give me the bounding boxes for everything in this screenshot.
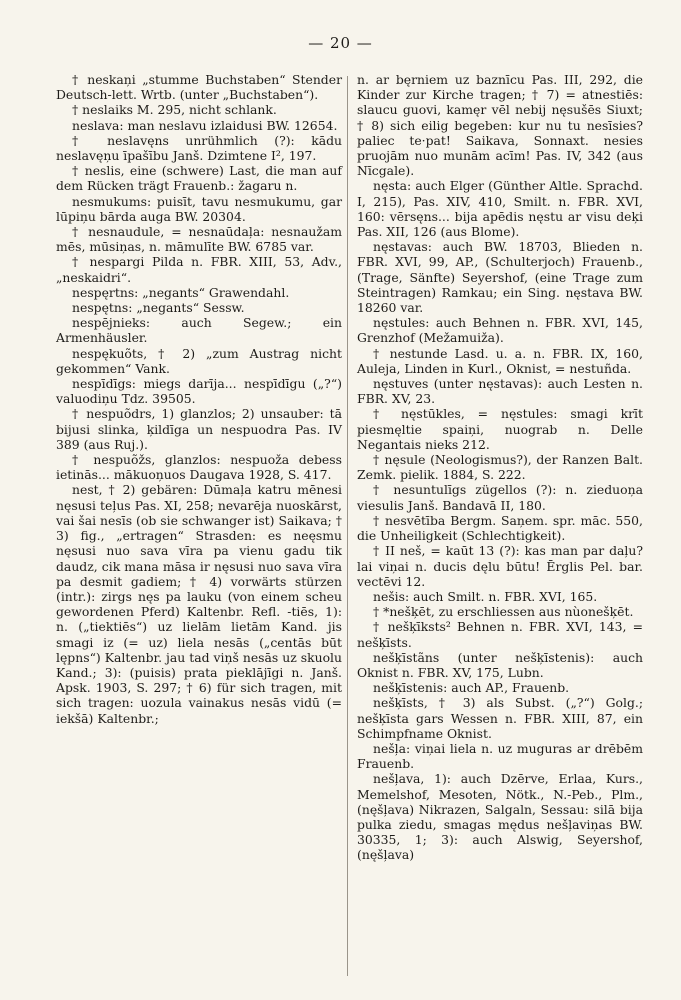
entry: nespējnieks: auch Segew.; ein Armenhäusler.: [56, 315, 342, 346]
entry: † neslis, eine (schwere) Last, die man auf dem Rücken trägt Frauenb.: žagaru n.: [56, 163, 342, 194]
entry: † nespuõžs, glanzlos: nespuoža debess ietinās... mākuoņuos Daugava 1928, S. 417.: [56, 452, 342, 483]
entry: nesmukums: puisīt, tavu nesmukumu, gar lūpiņu bārda auga BW. 20304.: [56, 193, 342, 224]
entry: nešķīstãns (unter nešķīstenis): auch Oknist n. FBR. XV, 175, Lubn.: [357, 649, 643, 680]
right-column: [357, 72, 643, 863]
entry: nęsta: auch Elger (Günther Altle. Sprachd. I, 215), Pas. XIV, 410, Smilt. n. FBR. XVI, 160: vērsęns... bija apēdis nęstu ar visu deķi Pas. XII, 126 (aus Blome).: [357, 178, 643, 240]
column-divider: [347, 76, 348, 976]
entry: † nestunde Lasd. u. a. n. FBR. IX, 160, Auleja, Linden in Kurl., Oknist, = nestuñda.: [357, 345, 643, 376]
entry: † *nešķēt, zu erschliessen aus nùonešķēt.: [373, 604, 634, 620]
entry: nešļa: viņai liela n. uz muguras ar drēbēm Frauenb.: [357, 740, 643, 772]
entry: † nešķīksts² Behnen n. FBR. XVI, 143, = nešķīsts.: [357, 619, 643, 650]
entry: nęstavas: auch BW. 18703, Blieden n. FBR. XVI, 99, AP., (Schulterjoch) Frauenb., (Trage, Sänfte) Seyershof, (eine Trage zum Steintragen) Ramkau; ein Sing. nęstava BW. 18260 var.: [357, 239, 643, 316]
entry: nęstuves (unter nęstavas): auch Lesten n. FBR. XV, 23.: [357, 376, 643, 407]
entry: neslava: man neslavu izlaidusi BW. 12654.: [72, 117, 338, 133]
entry: † nespargi Pilda n. FBR. XIII, 53, Adv., „neskaidri“.: [56, 254, 342, 285]
entry: † II neš, = kaūt 13 (?): kas man par daļu? lai viņai n. ducis dęlu būtu! Ērglis Pel. bar. vectēvi 12.: [357, 543, 643, 589]
entry: † neskaņi „stumme Buchstaben“ Stender Deutsch-lett. Wrtb. (unter „Buchstaben“).: [56, 72, 342, 103]
entry: † nesuntulīgs zügellos (?): n. zieduoņa viesulis Janš. Bandavā II, 180.: [357, 482, 643, 513]
entry: nespęrtns: „negants“ Grawendahl.: [72, 284, 290, 300]
entry: † neslavęns unrühmlich (?): kādu neslavęņu īpašību Janš. Dzimtene I², 197.: [56, 132, 342, 164]
left-column: [56, 72, 342, 726]
entry: † nęsule (Neologismus?), der Ranzen Balt. Zemk. pielik. 1884, S. 222.: [357, 452, 643, 483]
entry: nespętns: „negants“ Sessw.: [72, 300, 245, 316]
entry-continuation: n. ar bęrniem uz baznīcu Pas. III, 292, die Kinder zur Kirche tragen; † 7) = atnestiēs: slaucu guovi, kamęr vēl nebij nęsušēs Siuxt; † 8) sich eilig begeben: kur nu tu nesīsies? paliec te·pat! Saikava, Sonnaxt. nesies pruojām nuo munām acīm! Pas. IV, 342 (aus Nīcgale).: [357, 72, 643, 179]
page-number: — 20 —: [308, 34, 373, 52]
entry: nespękuõts, † 2) „zum Austrag nicht gekommen“ Vank.: [56, 345, 342, 376]
entry: nespīdīgs: miegs darīja... nespīdīgu („?“) valuodiņu Tdz. 39505.: [56, 376, 342, 407]
entry: † nesvētība Bergm. Saņem. spr. māc. 550, die Unheiligkeit (Schlechtigkeit).: [357, 512, 643, 544]
entry: nešis: auch Smilt. n. FBR. XVI, 165.: [373, 588, 598, 604]
entry: nest, † 2) gebären: Dūmaļa katru mēnesi nęsusi teļus Pas. XI, 258; nevarēja nuoskārst, vai šai nesīs (ob sie schwanger ist) Saikava; † 3) fig., „ertragen“ Strasden: es neęsmu nęsusi nuo sava vīra pa vienu gadu tik daudz, cik mana māsa ir nęsusi nuo sava vīra pa desmit gadiem; † 4) vorwärts stürzen (intr.): zirgs nęs pa lauku (von einem scheu gewordenen Pferd) Kaltenbr. Refl. -tiēs, 1): n. („tiektiēs“) uz lielām lietām Kand. jis smagi iz (= uz) liela nesās („centās būt lępns“) Kaltenbr. jau tad viņš nesās uz skuolu Kand.; 3): (puisis) prata pieklājīgi n. Janš. Apsk. 1903, S. 297; † 6) für sich tragen, mit sich tragen: uozula vainakus nesās vidū (= iekšā) Kaltenbr.;: [56, 482, 342, 726]
entry: nešķīsts, † 3) als Subst. („?“) Golg.; nešķīsta gars Wessen n. FBR. XIII, 87, ein Schimpfname Oknist.: [357, 695, 643, 741]
entry: † nespuõdrs, 1) glanzlos; 2) unsauber: tā bijusi slinka, ķildīga un nespuodra Pas. IV 389 (aus Ruj.).: [56, 406, 342, 452]
entry: nešļava, 1): auch Dzērve, Erlaa, Kurs., Memelshof, Mesoten, Nötk., N.-Peb., Plm., (nęšļava) Nikrazen, Salgaln, Sessau: silā bija pulka ziedu, smagas mędus nešļaviņas BW. 30335, 1; 3): auch Alswig, Seyershof, (nęšļava): [357, 771, 643, 863]
entry: † neslaiks M. 295, nicht schlank.: [72, 102, 277, 118]
entry: † nęstūkles, = nęstules: smagi krīt piesmęltie spaiņi, nuograb n. Delle Negantais nieks 212.: [357, 406, 643, 452]
entry: † nesnaudule, = nesnaūdaļa: nesnaužam mēs, mūsiņas, n. māmulīte BW. 6785 var.: [56, 224, 342, 255]
entry: nešķīstenis: auch AP., Frauenb.: [373, 680, 570, 696]
entry: nęstules: auch Behnen n. FBR. XVI, 145, Grenzhof (Mežamuiža).: [357, 315, 643, 346]
